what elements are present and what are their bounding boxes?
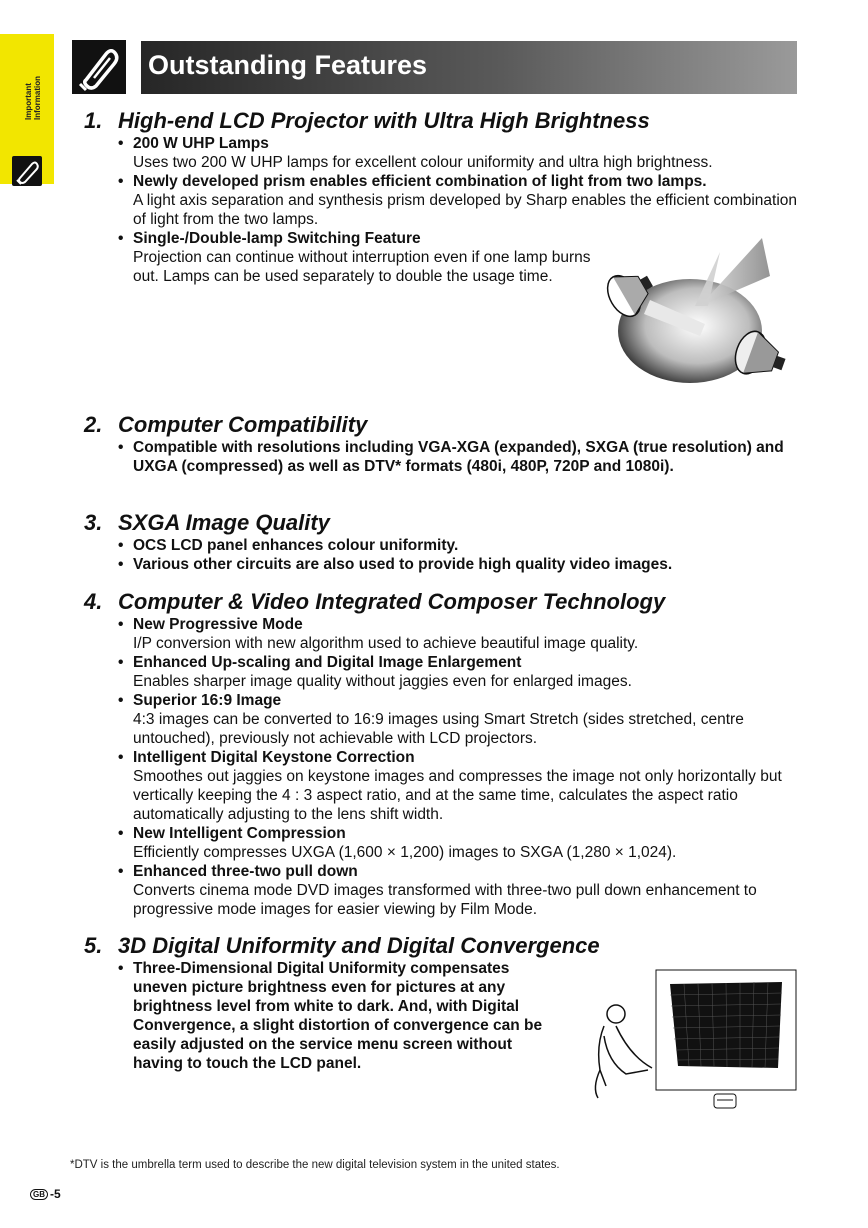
item-title: • Enhanced three-two pull down bbox=[133, 863, 358, 880]
page-title: Outstanding Features bbox=[148, 50, 428, 80]
list-item bbox=[118, 134, 804, 172]
feature-list bbox=[118, 536, 804, 574]
notes-icon-large bbox=[72, 40, 126, 94]
section-number: 2. bbox=[84, 412, 103, 437]
section-4 bbox=[84, 589, 804, 919]
page-number-value: -5 bbox=[50, 1187, 61, 1201]
item-desc: Uses two 200 W UHP lamps for excellent colour uniformity and ultra high brightness. bbox=[133, 154, 713, 171]
footnote: *DTV is the umbrella term used to describe the new digital television system in the united states. bbox=[70, 1159, 560, 1171]
section-heading bbox=[84, 933, 804, 959]
item-title: • 200 W UHP Lamps bbox=[133, 135, 269, 152]
dual-lamp-illustration bbox=[600, 236, 800, 396]
section-heading bbox=[84, 108, 804, 134]
list-item: • Three-Dimensional Digital Uniformity compensates uneven picture brightness even for pictures at any brightness level from white to dark. And, with Digital Convergence, a slight distortion of convergence can be easily adjusted on the service menu screen without having to touch the LCD panel. bbox=[118, 959, 563, 1073]
item-title: • New Progressive Mode bbox=[133, 616, 303, 633]
item-desc: Enables sharper image quality without jaggies even for enlarged images. bbox=[133, 673, 632, 690]
section-heading bbox=[84, 589, 804, 615]
side-tab bbox=[0, 34, 54, 184]
section-title: SXGA Image Quality bbox=[118, 510, 330, 535]
list-item: • OCS LCD panel enhances colour uniformity. bbox=[118, 536, 804, 555]
section-title: High-end LCD Projector with Ultra High Brightness bbox=[118, 108, 650, 133]
item-desc: I/P conversion with new algorithm used to achieve beautiful image quality. bbox=[133, 635, 639, 652]
page-number bbox=[30, 1187, 61, 1201]
section-title: 3D Digital Uniformity and Digital Convergence bbox=[118, 933, 600, 958]
section-number: 4. bbox=[84, 589, 103, 614]
item-title: • Superior 16:9 Image bbox=[133, 692, 282, 709]
item-title: • New Intelligent Compression bbox=[133, 825, 346, 842]
side-tab-label-line2: Information bbox=[33, 76, 42, 120]
list-item bbox=[118, 862, 804, 919]
item-title: • Enhanced Up-scaling and Digital Image Enlargement bbox=[133, 654, 522, 671]
side-tab-label-line1: Important bbox=[24, 83, 33, 120]
section-number: 3. bbox=[84, 510, 103, 535]
list-item bbox=[118, 691, 804, 748]
section-number: 1. bbox=[84, 108, 103, 133]
section-number: 5. bbox=[84, 933, 103, 958]
feature-list bbox=[118, 615, 804, 919]
convergence-adjustment-illustration bbox=[586, 966, 802, 1130]
item-desc: Efficiently compresses UXGA (1,600 × 1,200) images to SXGA (1,280 × 1,024). bbox=[133, 844, 677, 861]
list-item: • Compatible with resolutions including VGA-XGA (expanded), SXGA (true resolution) and UXGA (compressed) as well as DTV* formats (480i, 480P, 720P and 1080i). bbox=[118, 438, 804, 476]
list-item: • Various other circuits are also used to provide high quality video images. bbox=[118, 555, 804, 574]
list-item bbox=[118, 824, 804, 862]
item-title: • Single-/Double-lamp Switching Feature bbox=[133, 230, 421, 247]
section-heading bbox=[84, 510, 804, 536]
item-desc: Converts cinema mode DVD images transformed with three-two pull down enhancement to progressive mode images for easier viewing by Film Mode. bbox=[133, 882, 757, 918]
item-desc: Projection can continue without interruption even if one lamp burns out. Lamps can be used separately to double the usage time. bbox=[133, 249, 591, 285]
feature-list bbox=[118, 438, 804, 476]
section-heading bbox=[84, 412, 804, 438]
title-bar bbox=[141, 41, 797, 94]
item-title: • Intelligent Digital Keystone Correction bbox=[133, 749, 415, 766]
list-item bbox=[118, 615, 804, 653]
list-item bbox=[118, 653, 804, 691]
section-title: Computer & Video Integrated Composer Technology bbox=[118, 589, 666, 614]
section-3 bbox=[84, 510, 804, 574]
item-desc: A light axis separation and synthesis prism developed by Sharp enables the efficient combination of light from the two lamps. bbox=[133, 192, 798, 228]
list-item bbox=[118, 748, 804, 824]
item-desc: 4:3 images can be converted to 16:9 images using Smart Stretch (sides stretched, centre untouched), previously not achievable with LCD projectors. bbox=[133, 711, 744, 747]
side-tab-label bbox=[24, 76, 42, 120]
notes-icon bbox=[12, 156, 42, 186]
region-badge: GB bbox=[30, 1189, 48, 1200]
item-title: • Newly developed prism enables efficient combination of light from two lamps. bbox=[133, 173, 707, 190]
item-desc: Smoothes out jaggies on keystone images and compresses the image not only horizontally but vertically keeping the 4 : 3 aspect ratio, and at the same time, calculates the aspect ratio automatically adjusting to the lens shift width. bbox=[133, 768, 782, 823]
section-2 bbox=[84, 412, 804, 476]
list-item bbox=[118, 172, 804, 229]
section-title: Computer Compatibility bbox=[118, 412, 368, 437]
